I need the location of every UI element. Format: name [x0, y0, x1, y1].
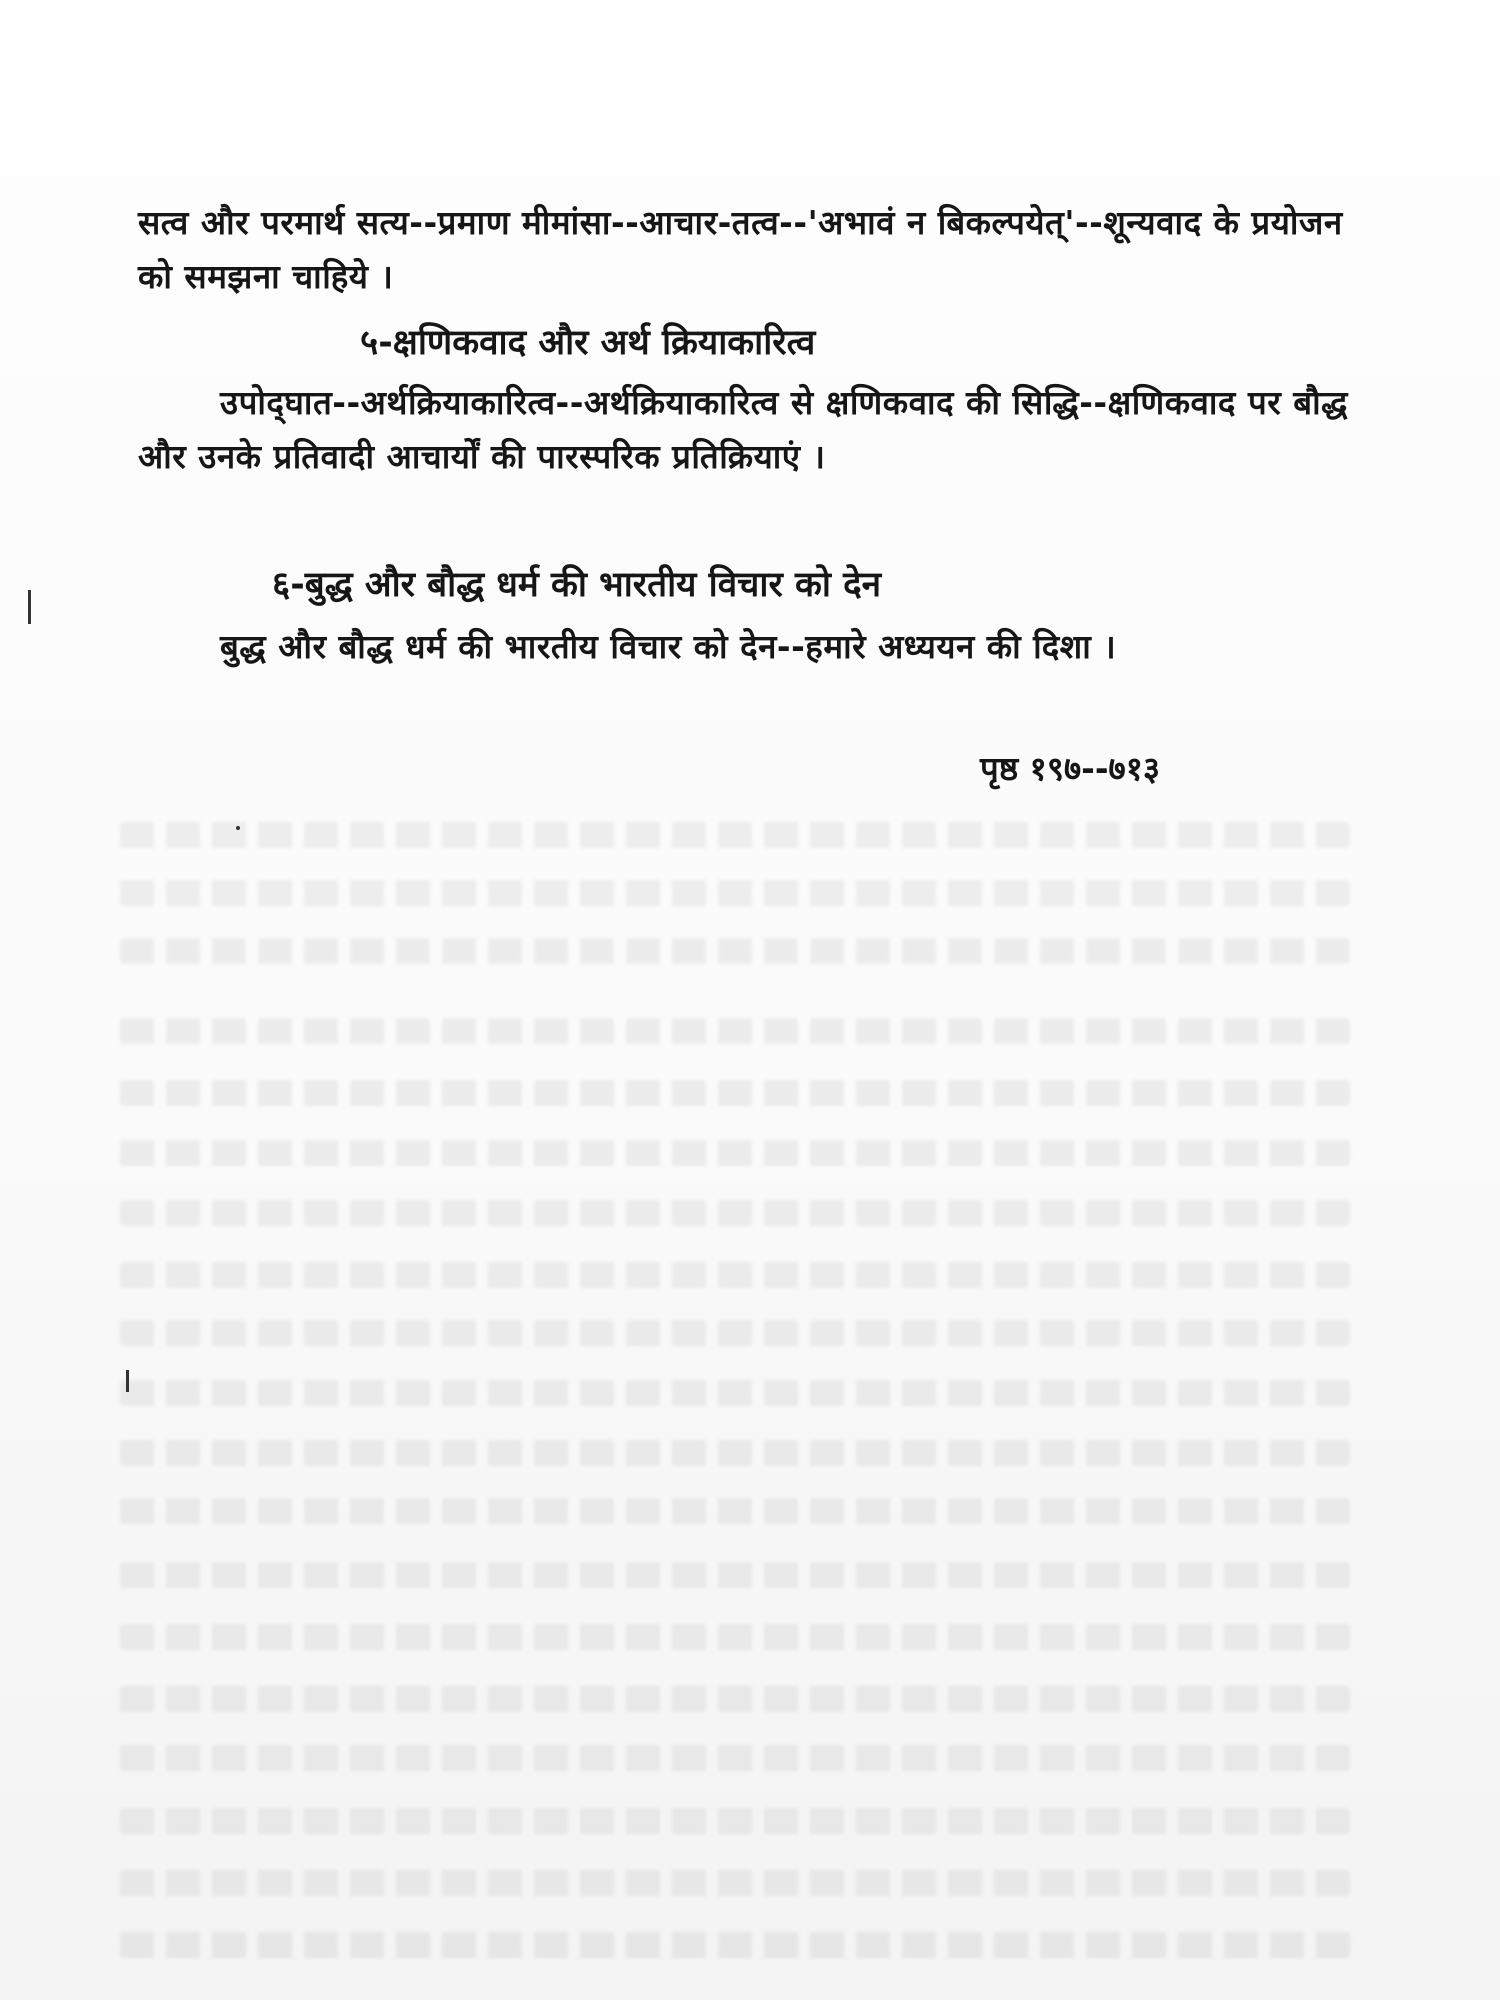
paragraph: सत्व और परमार्थ सत्य--प्रमाण मीमांसा--आचार-तत्व--'अभावं न बिकल्पयेत्'--शून्यवाद के प्रयोजन को समझना चाहिये ।	[138, 203, 1343, 296]
scan-mark	[236, 826, 240, 830]
bleed-through-line	[120, 1080, 1350, 1106]
bleed-through-line	[120, 1745, 1350, 1771]
bleed-through-line	[120, 1686, 1350, 1712]
bleed-through-line	[120, 1200, 1350, 1226]
bleed-through-line	[120, 1498, 1350, 1524]
bleed-through-line	[120, 1870, 1350, 1896]
bleed-through-line	[120, 1262, 1350, 1288]
bleed-through-line	[120, 1562, 1350, 1588]
bleed-through-line	[120, 1440, 1350, 1466]
bleed-through-line	[120, 880, 1350, 906]
scan-mark	[28, 590, 31, 624]
page-range: पृष्ठ १९७--७१३	[980, 749, 1161, 788]
bleed-through-line	[120, 1932, 1350, 1958]
paragraph: बुद्ध और बौद्ध धर्म की भारतीय विचार को देन--हमारे अध्ययन की दिशा ।	[220, 627, 1117, 666]
bleed-through-line	[120, 1380, 1350, 1406]
bleed-through-line	[120, 1808, 1350, 1834]
bleed-through-line	[120, 1018, 1350, 1044]
bleed-through-line	[120, 1140, 1350, 1166]
bleed-through-line	[120, 822, 1350, 848]
section-heading: ६-बुद्ध और बौद्ध धर्म की भारतीय विचार को देन	[272, 565, 882, 605]
bleed-through-line	[120, 1320, 1350, 1346]
scan-mark	[126, 1370, 129, 1392]
paragraph: उपोद्‌घात--अर्थक्रियाकारित्व--अर्थक्रियाकारित्व से क्षणिकवाद की सिद्धि--क्षणिकवाद पर बौद्ध और उनके प्रतिवादी आचार्यों की पारस्परिक प्रतिक्रियाएं ।	[138, 383, 1348, 476]
bleed-through-line	[120, 1624, 1350, 1650]
section-heading: ५-क्षणिकवाद और अर्थ क्रियाकारित्व	[360, 323, 816, 363]
bleed-through-line	[120, 938, 1350, 964]
